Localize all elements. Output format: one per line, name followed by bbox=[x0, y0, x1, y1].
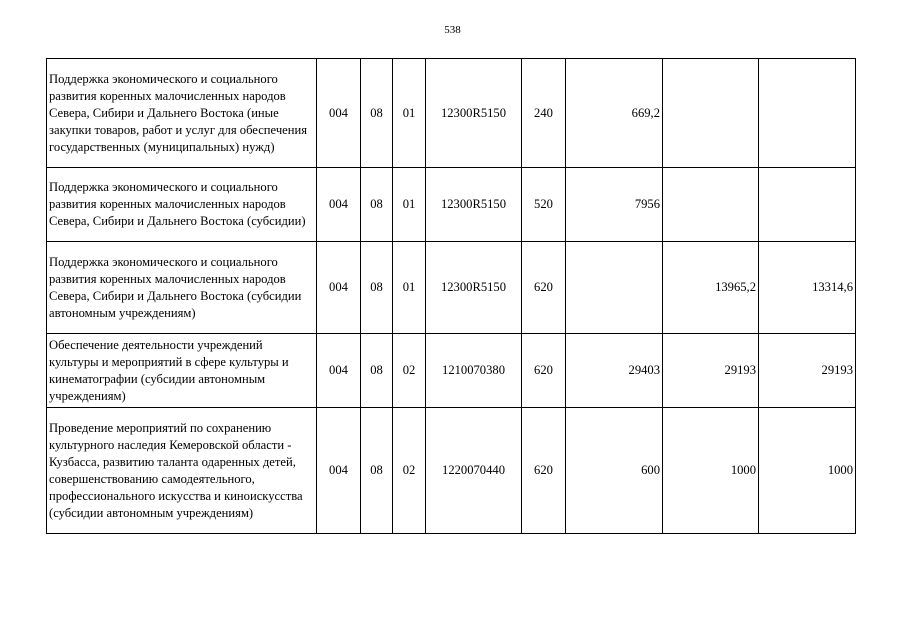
amount-1: 600 bbox=[566, 408, 663, 534]
budget-table bbox=[46, 58, 856, 534]
table-row bbox=[47, 408, 856, 534]
table-row bbox=[47, 59, 856, 168]
amount-3: 1000 bbox=[759, 408, 856, 534]
row-name: Поддержка экономического и социального развития коренных малочисленных народов Севера, Сибири и Дальнего Востока (субсидии) bbox=[47, 168, 317, 242]
amount-1: 7956 bbox=[566, 168, 663, 242]
subsection-code: 02 bbox=[393, 408, 426, 534]
target-article-code: 12300R5150 bbox=[426, 168, 522, 242]
ministry-code: 004 bbox=[317, 408, 361, 534]
expense-type-code: 240 bbox=[522, 59, 566, 168]
section-code: 08 bbox=[361, 334, 393, 408]
ministry-code: 004 bbox=[317, 242, 361, 334]
amount-1: 669,2 bbox=[566, 59, 663, 168]
expense-type-code: 620 bbox=[522, 242, 566, 334]
target-article-code: 1220070440 bbox=[426, 408, 522, 534]
amount-2 bbox=[663, 59, 759, 168]
amount-3: 29193 bbox=[759, 334, 856, 408]
amount-2: 1000 bbox=[663, 408, 759, 534]
section-code: 08 bbox=[361, 242, 393, 334]
amount-3 bbox=[759, 59, 856, 168]
section-code: 08 bbox=[361, 408, 393, 534]
subsection-code: 01 bbox=[393, 59, 426, 168]
table-row bbox=[47, 334, 856, 408]
amount-2 bbox=[663, 168, 759, 242]
subsection-code: 02 bbox=[393, 334, 426, 408]
row-name: Поддержка экономического и социального развития коренных малочисленных народов Севера, Сибири и Дальнего Востока (иные закупки товаров, работ и услуг для обеспечения государственных (муниципальных) нужд) bbox=[47, 59, 317, 168]
target-article-code: 12300R5150 bbox=[426, 59, 522, 168]
expense-type-code: 620 bbox=[522, 334, 566, 408]
target-article-code: 12300R5150 bbox=[426, 242, 522, 334]
amount-2: 29193 bbox=[663, 334, 759, 408]
expense-type-code: 620 bbox=[522, 408, 566, 534]
amount-1: 29403 bbox=[566, 334, 663, 408]
ministry-code: 004 bbox=[317, 59, 361, 168]
amount-3: 13314,6 bbox=[759, 242, 856, 334]
page-number: 538 bbox=[444, 24, 461, 36]
amount-1 bbox=[566, 242, 663, 334]
section-code: 08 bbox=[361, 59, 393, 168]
ministry-code: 004 bbox=[317, 334, 361, 408]
amount-3 bbox=[759, 168, 856, 242]
section-code: 08 bbox=[361, 168, 393, 242]
amount-2: 13965,2 bbox=[663, 242, 759, 334]
row-name: Проведение мероприятий по сохранению культурного наследия Кемеровской области - Кузбасса, развитию таланта одаренных детей, совершенствованию самодеятельного, профессионального искусства и киноискусства (субсидии автономным учреждениям) bbox=[47, 408, 317, 534]
expense-type-code: 520 bbox=[522, 168, 566, 242]
subsection-code: 01 bbox=[393, 242, 426, 334]
table-row bbox=[47, 242, 856, 334]
row-name: Обеспечение деятельности учреждений культуры и мероприятий в сфере культуры и кинематографии (субсидии автономным учреждениям) bbox=[47, 334, 317, 408]
subsection-code: 01 bbox=[393, 168, 426, 242]
table-row bbox=[47, 168, 856, 242]
ministry-code: 004 bbox=[317, 168, 361, 242]
row-name: Поддержка экономического и социального развития коренных малочисленных народов Севера, Сибири и Дальнего Востока (субсидии автономным учреждениям) bbox=[47, 242, 317, 334]
target-article-code: 1210070380 bbox=[426, 334, 522, 408]
